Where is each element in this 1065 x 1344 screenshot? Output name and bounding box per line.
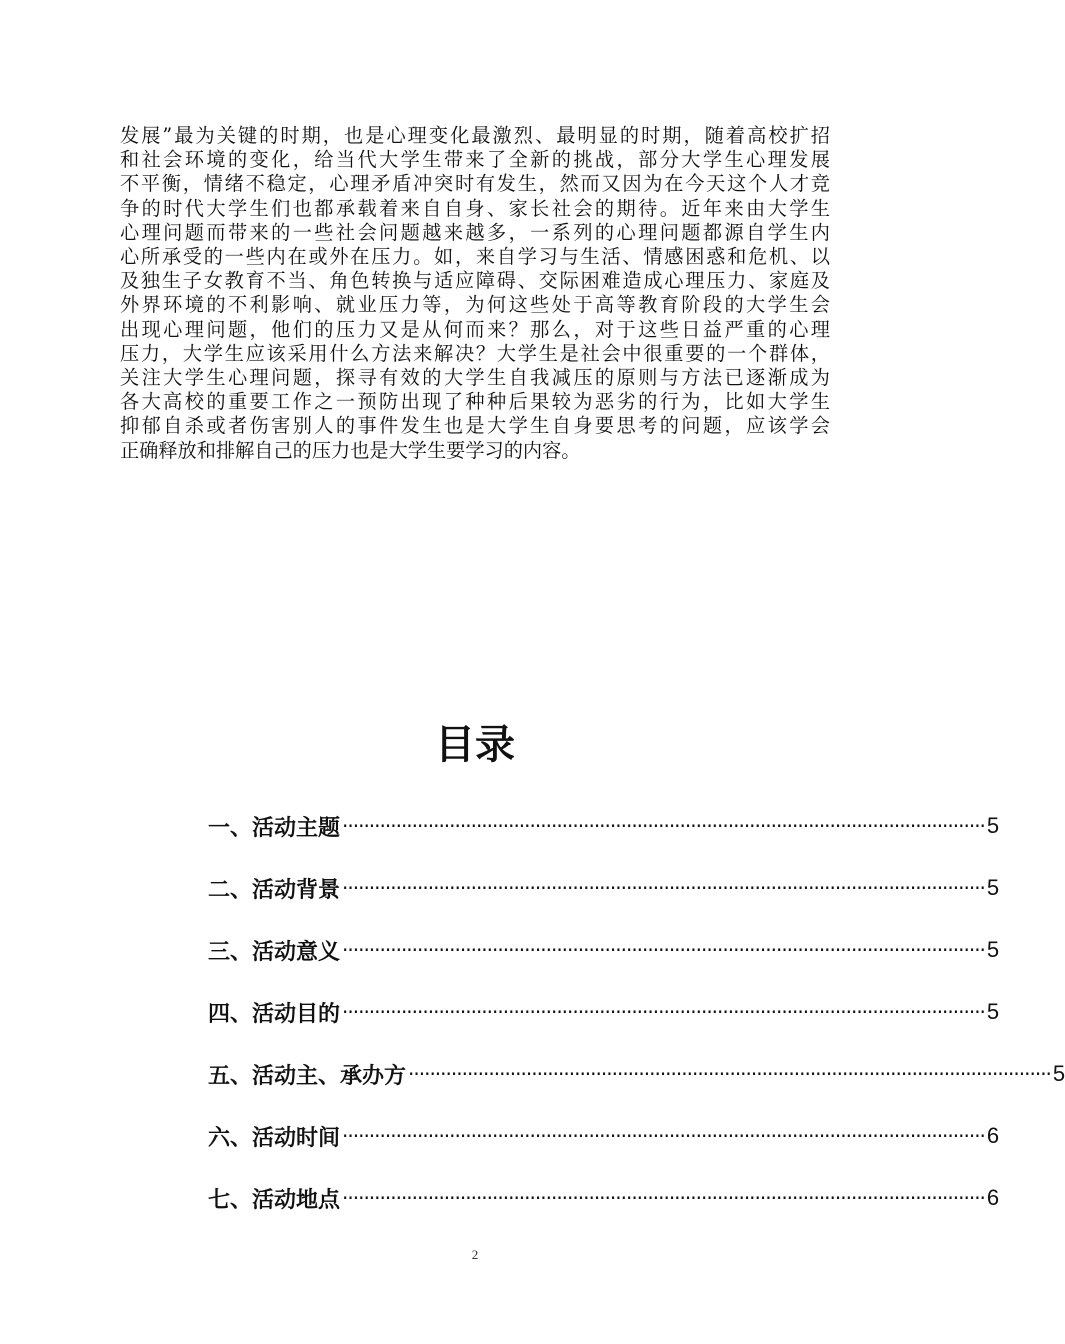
toc-entry-page: 5 xyxy=(986,813,1000,838)
toc-entry-page: 5 xyxy=(986,875,1000,900)
toc-entry[interactable] xyxy=(208,1105,1000,1167)
paragraph-line: 争的时代大学生们也都承载着来自自身、家长社会的期待。近年来由大学生 xyxy=(120,196,830,220)
toc-entry[interactable] xyxy=(208,1167,1000,1229)
toc-entry-label: 六、活动时间 xyxy=(208,1125,341,1151)
paragraph-line: 各大高校的重要工作之一预防出现了种种后果较为恶劣的行为，比如大学生 xyxy=(120,390,830,414)
paragraph-line: 抑郁自杀或者伤害别人的事件发生也是大学生自身要思考的问题，应该学会 xyxy=(120,414,830,438)
toc-leader-dots: ························································································································ xyxy=(342,876,985,900)
paragraph-line: 和社会环境的变化，给当代大学生带来了全新的挑战，部分大学生心理发展 xyxy=(120,148,830,172)
toc-entry-page: 6 xyxy=(986,1185,1000,1210)
paragraph-line: 发展”最为关键的时期，也是心理变化最激烈、最明显的时期，随着高校扩招 xyxy=(120,124,830,147)
toc-entry-page: 5 xyxy=(986,999,1000,1024)
toc-entry-label: 七、活动地点 xyxy=(208,1187,341,1213)
toc-entry[interactable] xyxy=(208,1043,1065,1105)
paragraph-line: 心所承受的一些内在或外在压力。如，来自学习与生活、情感困惑和危机、以 xyxy=(120,245,830,269)
toc-leader-dots: ························································································································ xyxy=(342,1124,985,1148)
toc-entry-label: 四、活动目的 xyxy=(208,1001,341,1027)
toc-entry[interactable] xyxy=(208,857,1000,919)
paragraph-line: 关注大学生心理问题，探寻有效的大学生自我减压的原则与方法已逐渐成为 xyxy=(120,366,830,390)
toc-leader-dots: ························································································································ xyxy=(408,1062,1051,1086)
toc-entry-page: 6 xyxy=(986,1123,1000,1148)
paragraph-line: 心理问题而带来的一些社会问题越来越多，一系列的心理问题都源自学生内 xyxy=(120,220,830,244)
page-number: 2 xyxy=(471,1247,479,1262)
toc-leader-dots: ························································································································ xyxy=(342,1000,985,1024)
toc-leader-dots: ························································································································ xyxy=(342,814,985,838)
toc-entry-label: 五、活动主、承办方 xyxy=(208,1063,407,1089)
toc-leader-dots: ························································································································ xyxy=(342,1186,985,1210)
toc-entry[interactable] xyxy=(208,919,1000,981)
toc-entry[interactable] xyxy=(208,981,1000,1043)
paragraph-line: 不平衡，情绪不稳定，心理矛盾冲突时有发生，然而又因为在今天这个人才竞 xyxy=(120,172,830,196)
paragraph-line: 压力，大学生应该采用什么方法来解决？大学生是社会中很重要的一个群体， xyxy=(120,341,830,365)
toc-entry-label: 一、活动主题 xyxy=(208,815,341,841)
toc-leader-dots: ························································································································ xyxy=(342,938,985,962)
paragraph-line: 出现心理问题，他们的压力又是从何而来？那么，对于这些日益严重的心理 xyxy=(120,317,830,341)
table-of-contents xyxy=(208,795,1065,1229)
toc-entry-page: 5 xyxy=(986,937,1000,962)
toc-title: 目录 xyxy=(435,722,515,768)
toc-entry-page: 5 xyxy=(1052,1061,1065,1086)
paragraph-line: 正确释放和排解自己的压力也是大学生要学习的内容。 xyxy=(120,438,581,462)
body-paragraph xyxy=(120,124,830,463)
paragraph-line: 外界环境的不利影响、就业压力等，为何这些处于高等教育阶段的大学生会 xyxy=(120,293,830,317)
paragraph-line: 及独生子女教育不当、角色转换与适应障碍、交际困难造成心理压力、家庭及 xyxy=(120,269,830,293)
toc-entry-label: 二、活动背景 xyxy=(208,877,341,903)
toc-entry[interactable] xyxy=(208,795,1000,857)
toc-entry-label: 三、活动意义 xyxy=(208,939,341,965)
